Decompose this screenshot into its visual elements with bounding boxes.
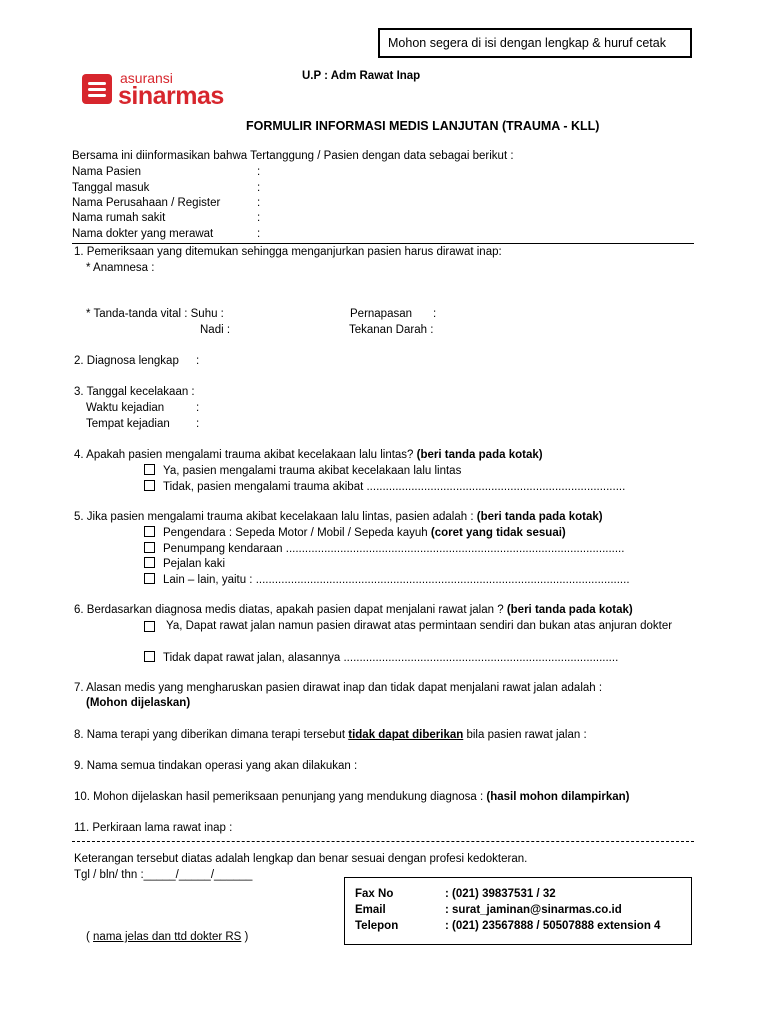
sinarmas-logo-icon: [82, 74, 112, 104]
question-4-text: 4. Apakah pasien mengalami trauma akibat kecelakaan lalu lintas?: [74, 449, 414, 461]
question-8-text-end: bila pasien rawat jalan :: [463, 729, 587, 741]
paren-close: ): [241, 931, 249, 943]
instruction-notice-box: Mohon segera di isi dengan lengkap & huruf cetak: [378, 28, 692, 58]
checkbox[interactable]: [144, 557, 155, 568]
question-5-hint: (beri tanda pada kotak): [476, 511, 603, 523]
field-colon: :: [257, 197, 261, 209]
q6-option-no[interactable]: [144, 651, 618, 664]
question-10-hint: (hasil mohon dilampirkan): [486, 791, 630, 803]
question-7: 7. Alasan medis yang mengharuskan pasien dirawat inap dan tidak dapat menjalani rawat jalan adalah :: [74, 682, 603, 694]
contact-label-phone: Telepon: [355, 920, 399, 932]
question-7-hint: (Mohon dijelaskan): [86, 697, 191, 709]
field-colon: :: [257, 166, 261, 178]
field-label-patient-name: Nama Pasien: [72, 166, 142, 178]
sinarmas-logo: [82, 66, 232, 116]
logo-text-small: asuransi: [120, 70, 173, 86]
respiration-colon: :: [433, 308, 437, 320]
q4-option-no[interactable]: [144, 480, 625, 493]
checkbox[interactable]: [144, 464, 155, 475]
question-6: [74, 604, 633, 616]
question-1: 1. Pemeriksaan yang ditemukan sehingga menganjurkan pasien harus dirawat inap:: [74, 246, 502, 258]
question-10: [74, 791, 630, 803]
question-4: [74, 449, 543, 461]
date-line: Tgl / bln/ thn :_____/_____/______: [74, 869, 253, 881]
question-6-text: 6. Berdasarkan diagnosa medis diatas, apakah pasien dapat menjalani rawat jalan ?: [74, 604, 504, 616]
blood-pressure-label: Tekanan Darah :: [349, 324, 434, 336]
divider: [72, 243, 694, 244]
field-label-admission-date: Tanggal masuk: [72, 182, 150, 194]
field-colon: :: [257, 182, 261, 194]
option-label: Pengendara : Sepeda Motor / Mobil / Sepeda kayuh: [163, 527, 428, 539]
dashed-divider: [72, 841, 694, 842]
q6-option-yes[interactable]: [144, 619, 694, 635]
question-11: 11. Perkiraan lama rawat inap :: [74, 822, 233, 834]
question-4-hint: (beri tanda pada kotak): [416, 449, 543, 461]
option-label: Tidak, pasien mengalami trauma akibat .................................................................................: [163, 481, 626, 493]
question-9: 9. Nama semua tindakan operasi yang akan dilakukan :: [74, 760, 358, 772]
checkbox[interactable]: [144, 542, 155, 553]
paren-open: (: [86, 931, 94, 943]
checkbox[interactable]: [144, 651, 155, 662]
attention-line: U.P : Adm Rawat Inap: [302, 70, 421, 82]
field-label-hospital: Nama rumah sakit: [72, 212, 166, 224]
option-label: Ya, pasien mengalami trauma akibat kecelakaan lalu lintas: [163, 465, 462, 477]
anamnesa-label: * Anamnesa :: [86, 262, 155, 274]
question-6-hint: (beri tanda pada kotak): [506, 604, 633, 616]
checkbox[interactable]: [144, 573, 155, 584]
checkbox[interactable]: [144, 621, 155, 632]
field-colon: :: [196, 402, 200, 414]
field-colon: :: [257, 212, 261, 224]
statement-text: Keterangan tersebut diatas adalah lengkap dan benar sesuai dengan profesi kedokteran.: [74, 853, 528, 865]
contact-info-box: [344, 877, 692, 945]
question-5-text: 5. Jika pasien mengalami trauma akibat kecelakaan lalu lintas, pasien adalah :: [74, 511, 474, 523]
signature-caption: [86, 931, 248, 943]
contact-label-fax: Fax No: [355, 888, 394, 900]
field-label-doctor: Nama dokter yang merawat: [72, 228, 214, 240]
contact-value-phone: : (021) 23567888 / 50507888 extension 4: [445, 920, 661, 932]
field-colon: :: [196, 418, 200, 430]
option-label: Lain – lain, yaitu : .....................................................................................................................: [163, 574, 630, 586]
question-5: [74, 511, 603, 523]
question-2-colon: :: [196, 355, 200, 367]
intro-text: Bersama ini diinformasikan bahwa Tertanggung / Pasien dengan data sebagai berikut :: [72, 150, 514, 162]
q4-option-yes[interactable]: [144, 464, 461, 477]
question-3: 3. Tanggal kecelakaan :: [74, 386, 195, 398]
question-2: 2. Diagnosa lengkap: [74, 355, 179, 367]
option-label: Pejalan kaki: [163, 558, 226, 570]
logo-text-big: sinarmas: [118, 82, 224, 110]
field-colon: :: [257, 228, 261, 240]
q5-option-passenger[interactable]: [144, 542, 624, 555]
question-8-emphasis: tidak dapat diberikan: [348, 729, 464, 741]
contact-label-email: Email: [355, 904, 386, 916]
checkbox[interactable]: [144, 526, 155, 537]
respiration-label: Pernapasan: [350, 308, 413, 320]
contact-value-email[interactable]: : surat_jaminan@sinarmas.co.id: [445, 904, 622, 916]
signature-label: nama jelas dan ttd dokter RS: [93, 931, 242, 943]
accident-place-label: Tempat kejadian: [86, 418, 170, 430]
q5-option-other[interactable]: [144, 573, 630, 586]
option-label: Tidak dapat rawat jalan, alasannya ......................................................................................: [163, 652, 619, 664]
option-label: Ya, Dapat rawat jalan namun pasien dirawat atas permintaan sendiri dan bukan atas anjuran dokter: [166, 620, 673, 632]
q5-option-driver[interactable]: [144, 526, 566, 539]
form-title: FORMULIR INFORMASI MEDIS LANJUTAN (TRAUMA - KLL): [246, 119, 600, 133]
field-label-company: Nama Perusahaan / Register: [72, 197, 221, 209]
option-label: Penumpang kendaraan ..........................................................................................................: [163, 543, 625, 555]
pulse-label: Nadi :: [200, 324, 231, 336]
q5-option-pedestrian[interactable]: [144, 557, 225, 570]
accident-time-label: Waktu kejadian: [86, 402, 165, 414]
option-hint: (coret yang tidak sesuai): [430, 527, 566, 539]
contact-value-fax: : (021) 39837531 / 32: [445, 888, 556, 900]
vital-signs-label: * Tanda-tanda vital : Suhu :: [86, 308, 224, 320]
checkbox[interactable]: [144, 480, 155, 491]
question-8: [74, 729, 587, 741]
question-10-text: 10. Mohon dijelaskan hasil pemeriksaan penunjang yang mendukung diagnosa :: [74, 791, 484, 803]
question-8-text: 8. Nama terapi yang diberikan dimana terapi tersebut: [74, 729, 349, 741]
